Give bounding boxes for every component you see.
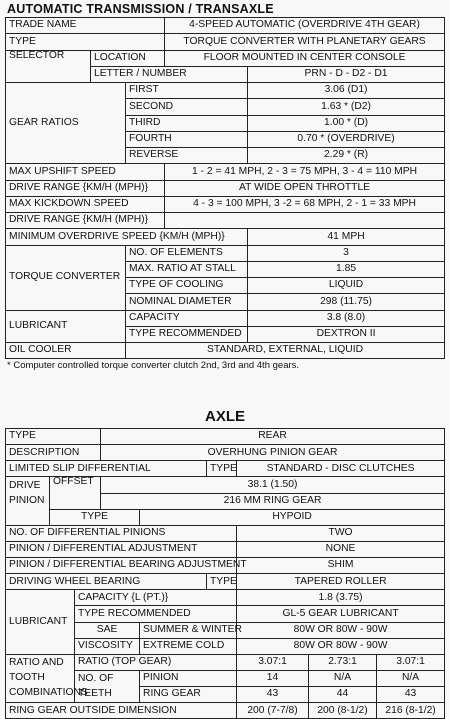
diff-pinions-label: NO. OF DIFFERENTIAL PINIONS xyxy=(6,525,237,541)
table-row xyxy=(6,525,445,541)
bearing-adjust-value: SHIM xyxy=(237,558,445,574)
torque-converter-value: 1.85 xyxy=(248,261,445,277)
table-row xyxy=(6,245,445,261)
gear-ratio-value: 1.63 * (D2) xyxy=(248,99,445,115)
teeth-label xyxy=(75,670,140,702)
gear-ratio-value: 3.06 (D1) xyxy=(248,83,445,99)
axle-type-label: TYPE xyxy=(6,429,101,445)
gear-ratio-value: 1.00 * (D) xyxy=(248,115,445,131)
summer-winter-value: 80W OR 80W - 90W xyxy=(237,622,445,638)
wheel-bearing-label: DRIVING WHEEL BEARING xyxy=(6,574,207,590)
axle-capacity-value: 1.8 (3.75) xyxy=(237,590,445,606)
torque-converter-item: NO. OF ELEMENTS xyxy=(126,245,248,261)
drive-range-label: DRIVE RANGE {KM/H (MPH)} xyxy=(6,180,165,196)
wheel-bearing-type-label: TYPE xyxy=(207,574,237,590)
limited-slip-type-label: TYPE xyxy=(207,461,237,477)
axle-type-recommended-label: TYPE RECOMMENDED xyxy=(75,606,237,622)
offset-value: 38.1 (1.50) xyxy=(101,477,445,493)
table-row xyxy=(6,18,445,34)
table-row xyxy=(6,590,445,606)
gear-name: FOURTH xyxy=(126,131,248,147)
torque-converter-value: LIQUID xyxy=(248,278,445,294)
wheel-bearing-value: TAPERED ROLLER xyxy=(237,574,445,590)
axle-heading: AXLE xyxy=(204,408,245,425)
oil-cooler-value: STANDARD, EXTERNAL, LIQUID xyxy=(126,343,445,359)
gear-ratio-value: 0.70 * (OVERDRIVE) xyxy=(248,131,445,147)
selector-location-label: LOCATION xyxy=(91,50,165,66)
table-row xyxy=(6,164,445,180)
ratio-value: 3.07:1 xyxy=(377,654,445,670)
footnote: * Computer controlled torque converter clutch 2nd, 3rd and 4th gears. xyxy=(7,360,300,371)
gear-name: FIRST xyxy=(126,83,248,99)
table-row xyxy=(6,50,445,66)
gear-name: REVERSE xyxy=(126,148,248,164)
table-row xyxy=(6,574,445,590)
table-row xyxy=(6,83,445,99)
lubricant-value: 3.8 (8.0) xyxy=(248,310,445,326)
transmission-heading: AUTOMATIC TRANSMISSION / TRANSAXLE xyxy=(7,2,274,16)
selector-letter-label: LETTER / NUMBER xyxy=(91,66,248,82)
torque-converter-item: TYPE OF COOLING xyxy=(126,278,248,294)
torque-converter-item: MAX. RATIO AT STALL xyxy=(126,261,248,277)
ring-gear-teeth-value: 43 xyxy=(377,687,445,703)
lubricant-label: LUBRICANT xyxy=(6,310,126,343)
max-upshift-value: 1 - 2 = 41 MPH, 2 - 3 = 75 MPH, 3 - 4 = 110 MPH xyxy=(165,164,445,180)
table-row xyxy=(6,213,445,229)
gear-ratios-label: GEAR RATIOS xyxy=(6,83,126,164)
oil-cooler-label: OIL COOLER xyxy=(6,343,126,359)
drive-range-value xyxy=(165,213,445,229)
table-row xyxy=(6,429,445,445)
sae-label: SAE xyxy=(75,622,140,638)
ratio-value: 2.73:1 xyxy=(309,654,377,670)
axle-capacity-label: CAPACITY {L (PT.)} xyxy=(75,590,237,606)
selector-letter-value: PRN - D - D2 - D1 xyxy=(248,66,445,82)
ratio-label-line3: COMBINATIONS xyxy=(9,686,88,698)
gear-ratio-value: 2.29 * (R) xyxy=(248,148,445,164)
summer-winter-label: SUMMER & WINTER xyxy=(140,622,237,638)
ring-od-label: RING GEAR OUTSIDE DIMENSION xyxy=(6,703,237,719)
pinion-type-label: TYPE xyxy=(50,509,140,525)
table-row xyxy=(6,703,445,719)
axle-spec-table xyxy=(5,428,445,719)
table-row xyxy=(6,509,445,525)
axle-lubricant-label: LUBRICANT xyxy=(6,590,75,655)
ratio-label-line2: TOOTH xyxy=(9,671,45,683)
pinion-teeth-value: N/A xyxy=(377,670,445,686)
pinion-teeth-value: N/A xyxy=(309,670,377,686)
teeth-label-line2: TEETH xyxy=(78,687,112,699)
drive-pinion-label-line2: PINION xyxy=(9,495,45,507)
drive-pinion-label xyxy=(6,477,50,525)
gear-name: SECOND xyxy=(126,99,248,115)
table-row xyxy=(6,461,445,477)
table-row xyxy=(6,196,445,212)
table-row xyxy=(6,229,445,245)
lubricant-item: TYPE RECOMMENDED xyxy=(126,326,248,342)
axle-type-recommended-value: GL-5 GEAR LUBRICANT xyxy=(237,606,445,622)
ratio-top-gear-label: RATIO (TOP GEAR) xyxy=(75,654,237,670)
limited-slip-value: STANDARD - DISC CLUTCHES xyxy=(237,461,445,477)
bearing-adjust-label: PINION / DIFFERENTIAL BEARING ADJUSTMENT xyxy=(6,558,237,574)
trade-name-value: 4-SPEED AUTOMATIC (OVERDRIVE 4TH GEAR) xyxy=(165,18,445,34)
extreme-cold-value: 80W OR 80W - 90W xyxy=(237,638,445,654)
teeth-label-line1: NO. OF xyxy=(78,672,114,684)
limited-slip-label: LIMITED SLIP DIFFERENTIAL xyxy=(6,461,207,477)
ring-od-value: 200 (7-7/8) xyxy=(237,703,309,719)
pinion-adjust-value: NONE xyxy=(237,541,445,557)
max-kickdown-label: MAX KICKDOWN SPEED xyxy=(6,196,165,212)
selector-location-value: FLOOR MOUNTED IN CENTER CONSOLE xyxy=(165,50,445,66)
ring-od-value: 200 (8-1/2) xyxy=(309,703,377,719)
table-row xyxy=(6,310,445,326)
min-overdrive-value: 41 MPH xyxy=(248,229,445,245)
ring-gear-value: 216 MM RING GEAR xyxy=(101,493,445,509)
type-label: TYPE xyxy=(6,34,165,50)
torque-converter-item: NOMINAL DIAMETER xyxy=(126,294,248,310)
type-value: TORQUE CONVERTER WITH PLANETARY GEARS xyxy=(165,34,445,50)
transmission-spec-table xyxy=(5,17,445,359)
axle-type-value: REAR xyxy=(101,429,445,445)
table-row xyxy=(6,180,445,196)
table-row xyxy=(6,34,445,50)
drive-range-value: AT WIDE OPEN THROTTLE xyxy=(165,180,445,196)
ratio-label xyxy=(6,654,88,702)
torque-converter-label: TORQUE CONVERTER xyxy=(6,245,126,310)
ring-gear-teeth-value: 43 xyxy=(237,687,309,703)
pinion-adjust-label: PINION / DIFFERENTIAL ADJUSTMENT xyxy=(6,541,237,557)
selector-label: SELECTOR xyxy=(6,50,91,83)
table-row xyxy=(6,477,445,493)
offset-label: OFFSET xyxy=(50,477,101,509)
lubricant-item: CAPACITY xyxy=(126,310,248,326)
drive-range-label: DRIVE RANGE {KM/H (MPH)} xyxy=(6,213,165,229)
ring-gear-teeth-label: RING GEAR xyxy=(140,687,237,703)
torque-converter-value: 3 xyxy=(248,245,445,261)
table-row xyxy=(6,558,445,574)
pinion-type-value: HYPOID xyxy=(140,509,445,525)
viscosity-label: VISCOSITY xyxy=(75,638,140,654)
gear-name: THIRD xyxy=(126,115,248,131)
lubricant-value: DEXTRON II xyxy=(248,326,445,342)
ring-gear-teeth-value: 44 xyxy=(309,687,377,703)
description-label: DESCRIPTION xyxy=(6,445,101,461)
table-row xyxy=(6,541,445,557)
table-row xyxy=(6,445,445,461)
extreme-cold-label: EXTREME COLD xyxy=(140,638,237,654)
table-row xyxy=(6,654,445,670)
description-value: OVERHUNG PINION GEAR xyxy=(101,445,445,461)
max-upshift-label: MAX UPSHIFT SPEED xyxy=(6,164,165,180)
pinion-teeth-label: PINION xyxy=(140,670,237,686)
torque-converter-value: 298 (11.75) xyxy=(248,294,445,310)
min-overdrive-label: MINIMUM OVERDRIVE SPEED {KM/H (MPH)} xyxy=(6,229,248,245)
ring-od-value: 216 (8-1/2) xyxy=(377,703,445,719)
ratio-label-line1: RATIO AND xyxy=(9,657,64,669)
table-row xyxy=(6,343,445,359)
drive-pinion-label-line1: DRIVE xyxy=(9,480,41,492)
max-kickdown-value: 4 - 3 = 100 MPH, 3 -2 = 68 MPH, 2 - 1 = 33 MPH xyxy=(165,196,445,212)
trade-name-label: TRADE NAME xyxy=(6,18,165,34)
ratio-value: 3.07:1 xyxy=(237,654,309,670)
pinion-teeth-value: 14 xyxy=(237,670,309,686)
diff-pinions-value: TWO xyxy=(237,525,445,541)
